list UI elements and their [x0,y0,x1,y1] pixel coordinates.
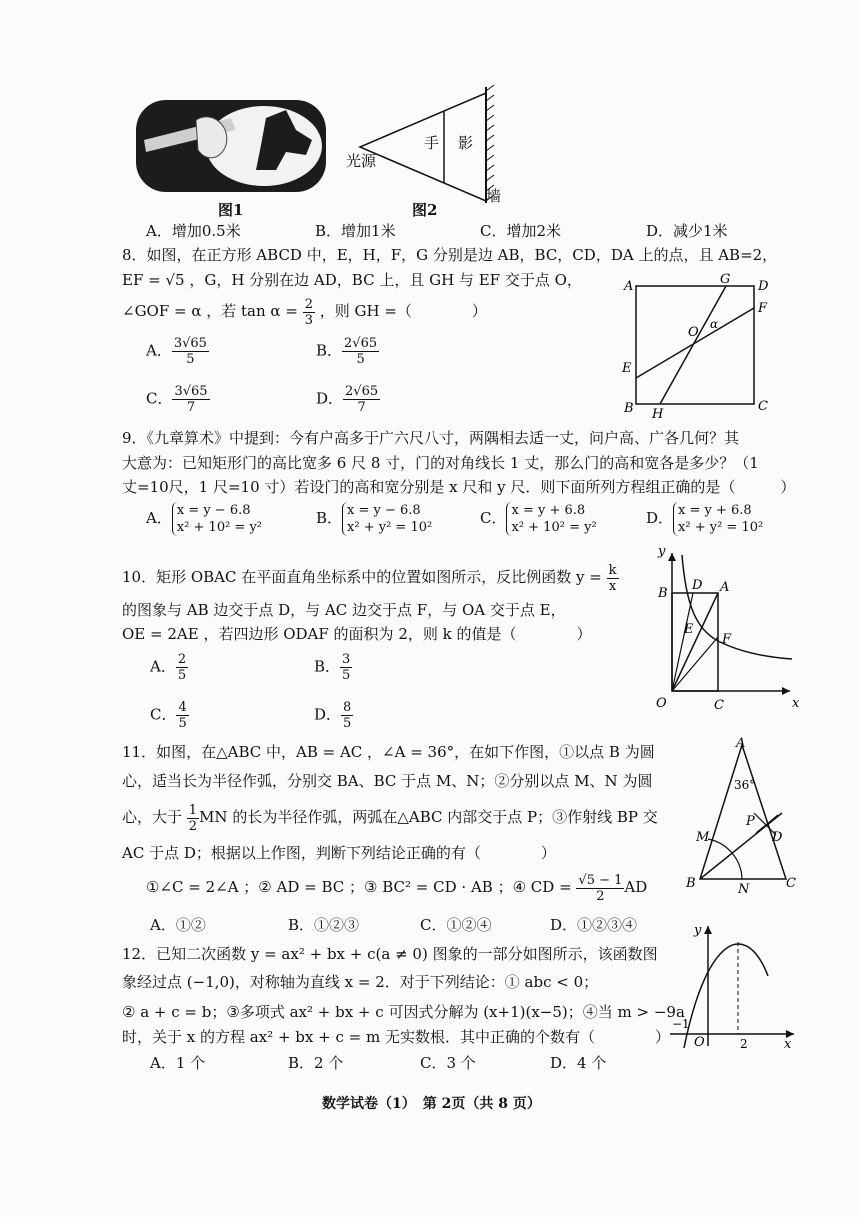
q11-label-c: C [786,876,796,891]
q8-line-1: 8．如图，在正方形 ABCD 中，E，H，F，G 分别是边 AB，BC，CD，DA 上的点，且 AB=2， [122,246,778,264]
figure-2-label: 图2 [412,201,438,219]
q11-figure [680,735,800,895]
q11-label-a: A [736,736,746,751]
q10-line-1: 10．矩形 OBAC 在平面直角坐标系中的位置如图所示，反比例函数 y = $\frac{k}{x}$ [122,562,617,594]
q10-label-a: A [720,580,730,595]
q11-line-2: 心，适当长为半径作弧，分别交 BA、BC 于点 M、N；②分别以点 M、N 为圆 [122,772,653,790]
q11-option-b[interactable]: B．①②③ [288,916,360,934]
q12-line-1: 12．已知二次函数 y = ax² + bx + c(a ≠ 0) 图象的一部分如图所示，该函数图 [122,945,658,963]
q12-line-4: 时，关于 x 的方程 ax² + bx + c = m 无实数根．其中正确的个数有（ ） [122,1028,670,1046]
q9-line-3: 丈=10尺，1 尺=10 寸）若设门的高和宽分别是 x 尺和 y 尺．则下面所列方程组正确的是（ ） [122,478,796,496]
q7-option-b[interactable]: B．增加1米 [315,222,396,240]
q9-option-c[interactable]: C． x = y + 6.8 x² + 10² = y² [480,503,597,535]
q10-option-a[interactable]: A． $\frac{2}{5}$ [150,652,187,683]
q11-label-b: B [686,876,696,891]
q7-option-a[interactable]: A．增加0.5米 [146,222,241,240]
q10-option-d[interactable]: D． $\frac{8}{5}$ [314,700,352,731]
q7-option-d[interactable]: D．减少1米 [646,222,728,240]
q8-label-f: F [758,301,768,316]
q12-option-a[interactable]: A．1 个 [150,1054,206,1072]
hand-label: 手 [424,134,440,152]
q8-label-d: D [758,279,769,294]
light-source-label: 光源 [346,152,377,170]
q8-label-h: H [652,407,664,420]
q10-line-2: 的图象与 AB 边交于点 D，与 AC 边交于点 F，与 OA 交于点 E， [122,601,566,619]
q8-option-d[interactable]: D． $\frac{2√65}{7}$ [316,384,379,415]
q8-label-b: B [624,401,634,416]
page-footer: 数学试卷（1） 第 2页（共 8 页） [322,1096,541,1112]
q8-label-g: G [720,272,731,287]
q8-label-alpha: α [710,317,719,331]
q10-line-3: OE = 2AE ，若四边形 ODAF 的面积为 2，则 k 的值是（ ） [122,625,592,643]
q11-option-c[interactable]: C．①②④ [420,916,492,934]
q11-label-d: D [772,830,783,845]
q12-label-minus-one: −1 [672,1017,690,1031]
q9-line-2: 大意为：已知矩形门的高比宽多 6 尺 8 寸，门的对角线长 1 丈，那么门的高和宽各是多少？（1 [122,454,759,472]
q10-label-f: F [722,632,732,647]
figure-1-photo [136,100,326,192]
q8-line-3: ∠GOF = α ，若 tan α = $\frac{2}{3}$ ，则 GH =（ ） [122,296,487,328]
q12-label-x: x [784,1037,792,1050]
q10-label-c: C [714,698,724,713]
q12-option-d[interactable]: D．4 个 [550,1054,607,1072]
q10-label-e: E [684,622,694,637]
q10-label-d: D [692,578,703,593]
q12-line-3: ② a + c = b；③多项式 ax² + bx + c 可因式分解为 (x+1)(x−5)；④当 m > −9a [122,1003,685,1021]
q8-option-b[interactable]: B． $\frac{2√65}{5}$ [316,336,378,367]
q10-figure [652,545,802,715]
q9-line-1: 9．《九章算术》中提到：今有户高多于广六尺八寸，两隅相去适一丈，问户高、广各几何？其 [122,429,740,447]
q11-option-d[interactable]: D．①②③④ [550,916,638,934]
q11-option-a[interactable]: A．①② [150,916,206,934]
q7-option-c[interactable]: C．增加2米 [480,222,562,240]
q11-line-1: 11．如图，在△ABC 中，AB = AC ，∠A = 36°，在如下作图，①以点 B 为圆 [122,743,655,761]
q11-line-4: AC 于点 D；根据以上作图，判断下列结论正确的有（ ） [122,844,556,862]
q11-label-p: P [746,814,755,829]
q8-option-a[interactable]: A． $\frac{3√65}{5}$ [146,336,207,367]
q10-option-b[interactable]: B． $\frac{3}{5}$ [314,652,351,683]
q8-label-o: O [688,325,699,340]
q9-option-d[interactable]: D． x = y + 6.8 x² + y² = 10² [646,503,764,535]
q8-label-e: E [622,361,632,376]
shadow-label: 影 [458,134,474,152]
q12-option-b[interactable]: B．2 个 [288,1054,344,1072]
q8-label-a: A [624,279,634,294]
q9-option-a[interactable]: A． x = y − 6.8 x² + 10² = y² [146,503,263,535]
q10-label-y: y [658,545,666,559]
q12-figure [662,920,802,1050]
q12-label-y: y [694,923,702,938]
q12-label-two: 2 [740,1037,748,1050]
q9-option-b[interactable]: B． x = y − 6.8 x² + y² = 10² [316,503,433,535]
wall-label: 墙 [486,187,502,205]
q8-label-c: C [758,399,768,414]
q10-label-b: B [658,586,668,601]
q12-option-c[interactable]: C．3 个 [420,1054,476,1072]
q8-figure [620,270,780,420]
q11-line-5: ①∠C = 2∠A ；② AD = BC ；③ BC² = CD · AB ；④ CD = $\frac{√5 - 1}{2}$ AD [146,872,648,904]
figure-1-label: 图1 [218,201,244,219]
q8-option-c[interactable]: C． $\frac{3√65}{7}$ [146,384,208,415]
q12-line-2: 象经过点 (−1,0)，对称轴为直线 x = 2．对于下列结论：① abc < 0； [122,973,599,991]
q12-label-o: O [694,1035,705,1050]
q8-line-2: EF = √5 ，G，H 分别在边 AD，BC 上，且 GH 与 EF 交于点 O， [122,271,582,289]
q11-line-3: 心，大于 $\frac{1}{2}$ MN 的长为半径作弧，两弧在△ABC 内部交于点 P；③作射线 BP 交 [122,802,658,834]
q11-label-m: M [696,830,710,845]
q10-label-x: x [792,696,800,711]
q11-label-angle: 36° [734,778,756,792]
q11-label-n: N [738,882,750,895]
q10-option-c[interactable]: C． $\frac{4}{5}$ [150,700,187,731]
q10-label-o: O [656,696,667,711]
